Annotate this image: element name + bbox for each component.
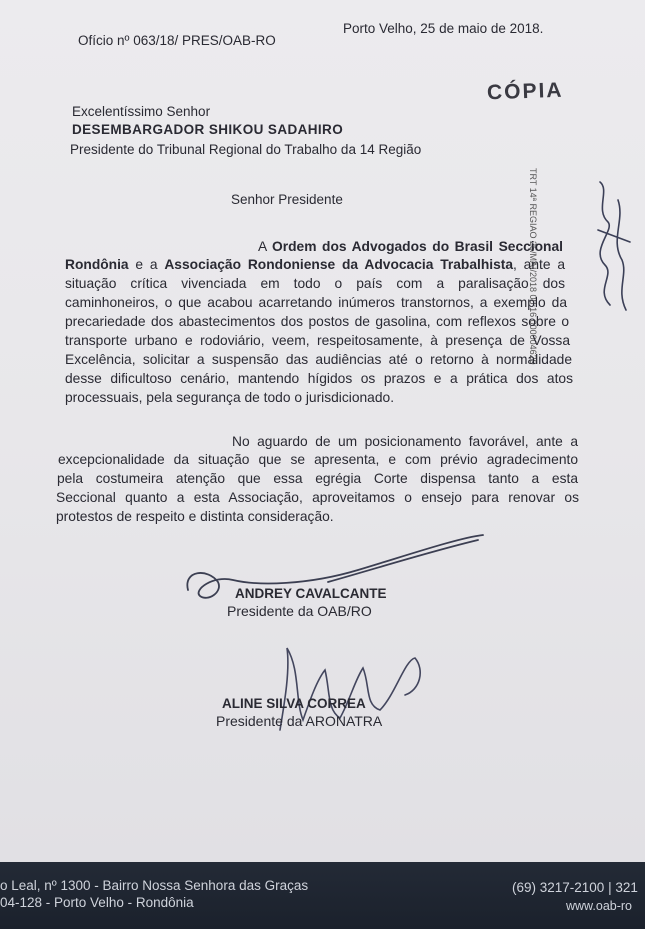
letter-reference: Ofício nº 063/18/ PRES/OAB-RO xyxy=(78,33,276,48)
paragraph1-line7: Excelência, solicitar a suspensão das audiências até o retorno à normalidade xyxy=(65,352,572,367)
paragraph1-line2: Rondônia e a Associação Rondoniense da Advocacia Trabalhista, ante a xyxy=(65,257,565,272)
paragraph2-line4: Seccional quanto a esta Associação, aproveitamos o ensejo para renovar os xyxy=(56,490,579,505)
paragraph1-line9: processuais, pela segurança de todo o jurisdicionado. xyxy=(65,390,395,405)
footer-phone: (69) 3217-2100 | 321 xyxy=(512,880,638,895)
letterhead-footer xyxy=(0,862,645,929)
signatory1-name: ANDREY CAVALCANTE xyxy=(235,586,387,601)
footer-address-line1: o Leal, nº 1300 - Bairro Nossa Senhora das Graças xyxy=(0,878,309,893)
footer-address-line2: 04-128 - Porto Velho - Rondônia xyxy=(0,895,194,910)
recipient-title: Presidente do Tribunal Regional do Trabalho da 14 Região xyxy=(70,142,422,157)
paragraph2-line2: excepcionalidade da situação que se apresenta, e com prévio agradecimento xyxy=(58,452,578,467)
greeting: Senhor Presidente xyxy=(231,192,343,207)
paragraph1-line5: precariedade dos abastecimentos dos postos de gasolina, com reflexos sobre o xyxy=(65,314,569,329)
paragraph1-line4: caminhoneiros, o que acabou acarretando inúmeros transtornos, a exemplo da xyxy=(65,295,567,310)
paragraph1-line8: desse dificultoso cenário, mantendo hígidos os prazos e a prática dos atos xyxy=(65,371,573,386)
paragraph2-line3: pela costumeira atenção que essa egrégia Corte dispensa tanto a esta xyxy=(57,471,578,486)
paragraph2-line5: protestos de respeito e distinta consideração. xyxy=(56,509,334,524)
paragraph1-line1: A Ordem dos Advogados do Brasil Seccional xyxy=(258,239,563,254)
signatory2-role: Presidente da ARONATRA xyxy=(216,713,383,729)
recipient-salutation: Excelentíssimo Senhor xyxy=(72,104,211,119)
signatory1-role: Presidente da OAB/RO xyxy=(227,603,372,619)
paragraph2-line1: No aguardo de um posicionamento favorável, ante a xyxy=(232,434,578,449)
protocol-stamp: TRT 14ª REGIAO 25/MAI/2018 08:16 000004629 xyxy=(528,168,538,365)
receipt-signature-icon xyxy=(570,170,640,320)
copy-stamp: CÓPIA xyxy=(486,78,564,105)
signatory2-name: ALINE SILVA CORREA xyxy=(222,696,366,711)
paragraph1-line3: situação crítica vivenciada em todo o país com a paralisação dos xyxy=(65,276,565,291)
footer-website: www.oab-ro xyxy=(566,899,632,913)
recipient-name: DESEMBARGADOR SHIKOU SADAHIRO xyxy=(72,122,344,137)
place-date: Porto Velho, 25 de maio de 2018. xyxy=(343,21,544,36)
paragraph1-line6: transporte urbano e rodoviário, veem, respeitosamente, à presença de Vossa xyxy=(65,333,570,348)
